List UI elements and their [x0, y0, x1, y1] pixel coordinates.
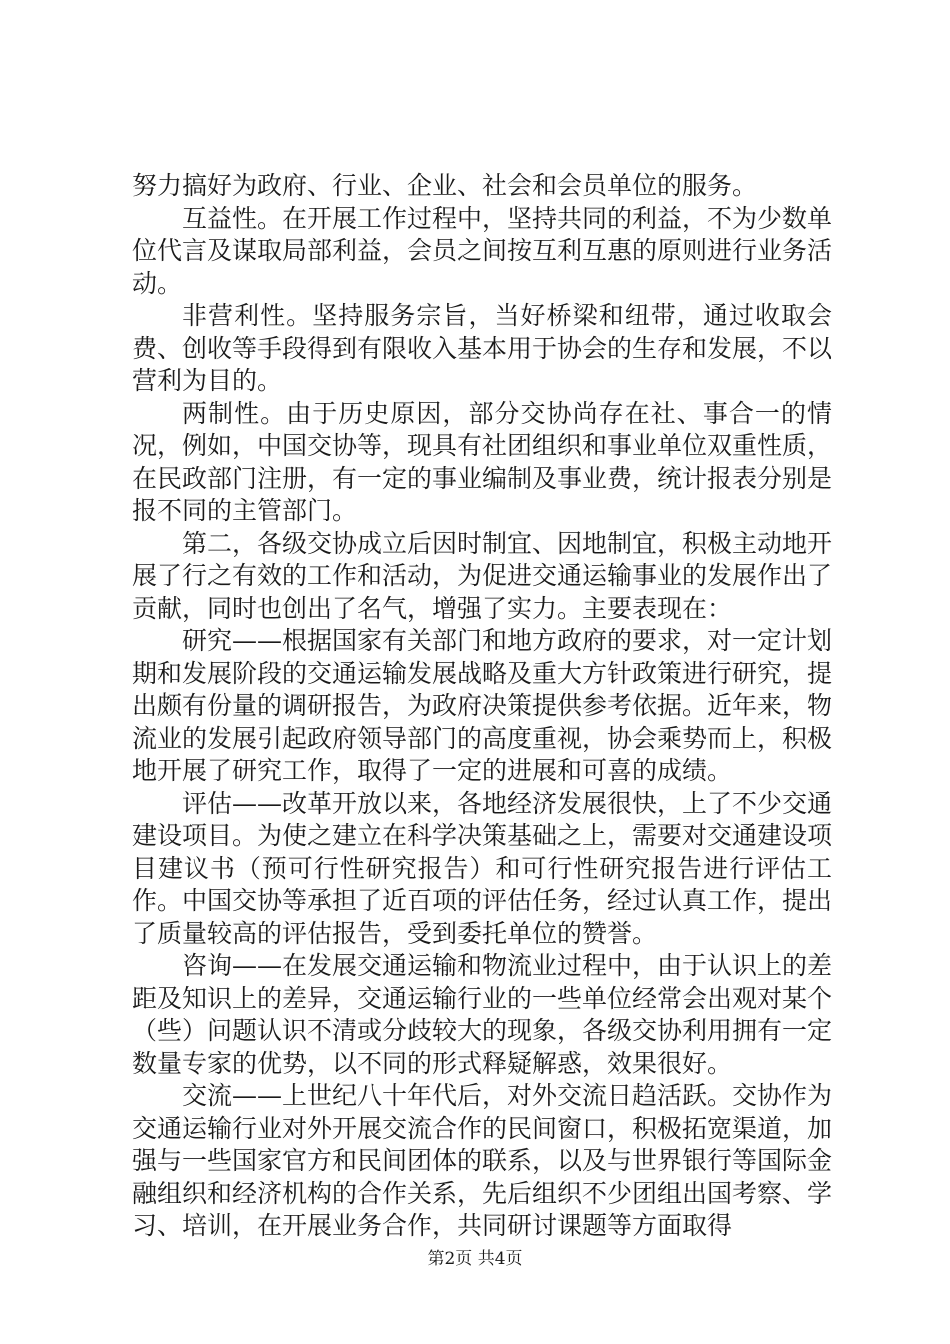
paragraph-continuation: 努力搞好为政府、行业、企业、社会和会员单位的服务。 — [132, 171, 758, 200]
paragraph-consulting: 咨询——在发展交通运输和物流业过程中，由于认识上的差距及知识上的差异，交通运输行业的一些单位经常会出观对某个（些）问题认识不清或分歧较大的现象，各级交协利用拥有一定数量专家的优势，以不同的形式释疑解惑，效果很好。 — [132, 951, 833, 1078]
page-number-footer: 第2页 共4页 — [427, 1249, 523, 1269]
paragraph-dual-system: 两制性。由于历史原因，部分交协尚存在社、事合一的情况，例如，中国交协等，现具有社团组织和事业单位双重性质，在民政部门注册，有一定的事业编制及事业费，统计报表分别是报不同的主管部门。 — [132, 398, 833, 525]
paragraph-non-profit: 非营利性。坚持服务宗旨，当好桥梁和纽带，通过收取会费、创收等手段得到有限收入基本用于协会的生存和发展，不以营利为目的。 — [132, 301, 833, 395]
paragraph-research: 研究——根据国家有关部门和地方政府的要求，对一定计划期和发展阶段的交通运输发展战略及重大方针政策进行研究，提出颇有份量的调研报告，为政府决策提供参考依据。近年来，物流业的发展引起政府领导部门的高度重视，协会乘势而上，积极地开展了研究工作，取得了一定的进展和可喜的成绩。 — [132, 626, 833, 785]
paragraph-assessment: 评估——改革开放以来，各地经济发展很快，上了不少交通建设项目。为使之建立在科学决策基础之上，需要对交通建设项目建议书（预可行性研究报告）和可行性研究报告进行评估工作。中国交协等承担了近百项的评估任务，经过认真工作，提出了质量较高的评估报告，受到委托单位的赞誉。 — [132, 788, 833, 948]
paragraph-exchange: 交流——上世纪八十年代后，对外交流日趋活跃。交协作为交通运输行业对外开展交流合作的民间窗口，积极拓宽渠道，加强与一些国家官方和民间团体的联系，以及与世界银行等国际金融组织和经济机构的合作关系，先后组织不少团组出国考察、学习、培训，在开展业务合作，共同研讨课题等方面取得 — [132, 1081, 833, 1240]
paragraph-mutual-benefit: 互益性。在开展工作过程中，坚持共同的利益，不为少数单位代言及谋取局部利益，会员之间按互利互惠的原则进行业务活动。 — [132, 203, 833, 298]
document-body — [132, 170, 832, 1243]
paragraph-second-point: 第二，各级交协成立后因时制宜、因地制宜，积极主动地开展了行之有效的工作和活动，为促进交通运输事业的发展作出了贡献，同时也创出了名气，增强了实力。主要表现在： — [132, 528, 833, 623]
